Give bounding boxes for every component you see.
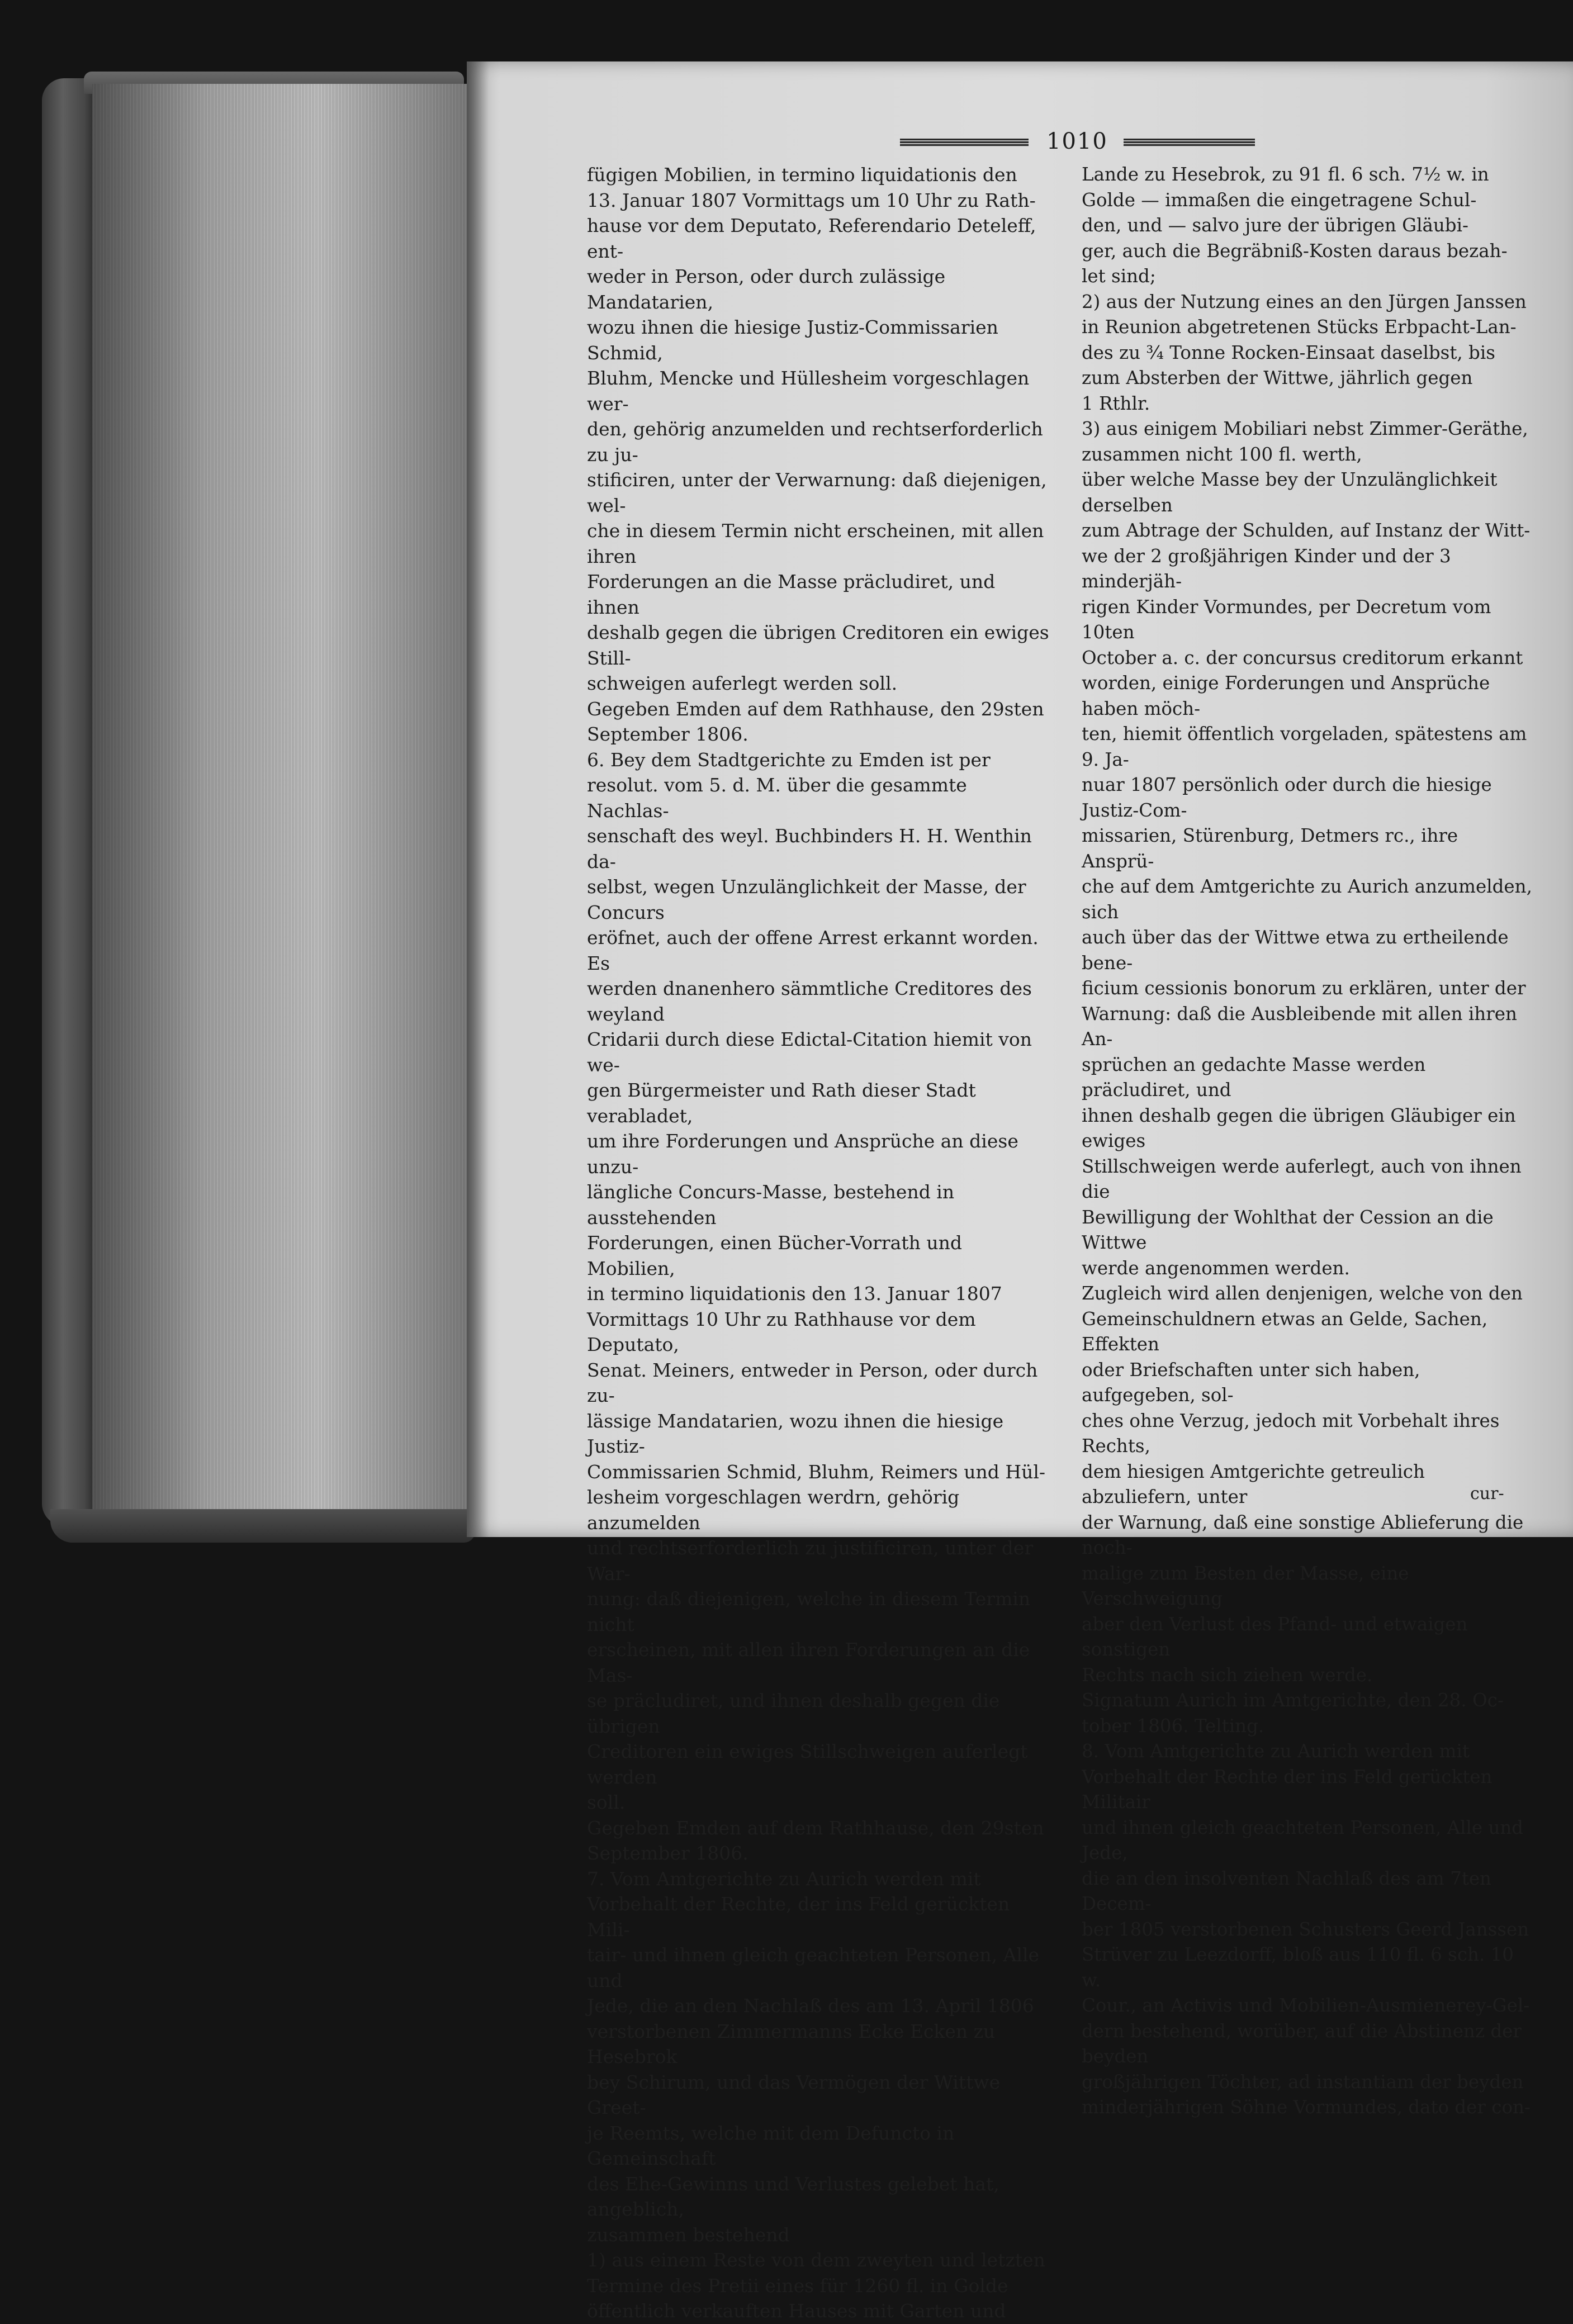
text-column-left <box>587 162 1051 2324</box>
gutter-shadow <box>467 61 489 1537</box>
book-spine <box>42 78 95 1526</box>
page-header <box>900 129 1258 155</box>
page-number: 1010 <box>1046 129 1108 154</box>
header-rule-left <box>900 139 1029 146</box>
text-column-right <box>1082 162 1534 2121</box>
header-rule-right <box>1124 139 1255 146</box>
catchword: cur- <box>1470 1484 1504 1504</box>
column-text: fügigen Mobilien, in termino liquidationis den 13. Januar 1807 Vormittags um 10 Uhr zu Rath- hause vor dem Deputato, Referendario Deteleff, ent- weder in Person, oder durch zulässige Mandatarien, wozu ihnen die hiesige Justiz-Commissarien Schmid, Bluhm, Mencke und Hüllesheim vorgeschlagen wer- den, gehörig anzumelden und rechtserforderlich zu ju- stificiren, unter der Verwarnung: daß diejenigen, wel- che in diesem Termin nicht erscheinen, mit allen ihren Forderungen an die Masse präcludiret, und ihnen deshalb gegen die übrigen Creditoren ein ewiges Still- schweigen auferlegt werden soll. Gegeben Emden auf dem Rathhause, den 29sten September 1806. 6. Bey dem Stadtgerichte zu Emden ist per resolut. vom 5. d. M. über die gesammte Nachlas- senschaft des weyl. Buchbinders H. H. Wenthin da- selbst, wegen Unzulänglichkeit der Masse, der Concurs eröfnet, auch der offene Arrest erkannt worden. Es werden dnanenhero sämmtliche Creditores des weyland Cridarii durch diese Edictal-Citation hiemit von we- gen Bürgermeister und Rath dieser Stadt verabladet, um ihre Forderungen und Ansprüche an diese unzu- längliche Concurs-Masse, bestehend in ausstehenden Forderungen, einen Bücher-Vorrath und Mobilien, in termino liquidationis den 13. Januar 1807 Vormittags 10 Uhr zu Rathhause vor dem Deputato, Senat. Meiners, entweder in Person, oder durch zu- lässige Mandatarien, wozu ihnen die hiesige Justiz- Commissarien Schmid, Bluhm, Reimers und Hül- lesheim vorgeschlagen werdrn, gehörig anzumelden und rechtserforderlich zu justificiren, unter der War- nung: daß diejenigen, welche in diesem Termin nicht erscheinen, mit allen ihren Forderungen an die Mas- se präcludiret, und ihnen deshalb gegen die übrigen Creditoren ein ewiges Stillschweigen auferlegt werden soll. Gegeben Emden auf dem Rathhause, den 29sten September 1806. 7. Vom Amtgerichte zu Aurich werden mit Vorbehalt der Rechte, der ins Feld gerückten Mili- tair- und ihnen gleich geachteten Personen, Alle und Jede, die an den Nachlaß des am 13. April 1806 verstorbenen Zimmermanns Ecke Ecken zu Hesebrok bey Schirum, und das Vermögen der Wittwe Greet- je Reemts, welche mit dem Defuncto in Gemeinschaft des Ehe-Gewinns und Verlustes gelebet hat, angeblich, zusammen bestehend 1) aus einem Reste von dem zweyten und letzten Termine des Pretii eines für 1260 fl. in Golde öffentlich verkauften Hauses mit Garten und <box>587 164 1049 2322</box>
page-edges <box>92 84 473 1515</box>
column-text: Lande zu Hesebrok, zu 91 fl. 6 sch. 7½ w. in Golde — immaßen die eingetragene Schul- den, und — salvo jure der übrigen Gläubi- ger, auch die Begräbniß-Kosten daraus bezah- let sind; 2) aus der Nutzung eines an den Jürgen Janssen in Reunion abgetretenen Stücks Erbpacht-Lan- des zu ¾ Tonne Rocken-Einsaat daselbst, bis zum Absterben der Wittwe, jährlich gegen 1 Rthlr. 3) aus einigem Mobiliari nebst Zimmer-Geräthe, zusammen nicht 100 fl. werth, über welche Masse bey der Unzulänglichkeit derselben zum Abtrage der Schulden, auf Instanz der Witt- we der 2 großjährigen Kinder und der 3 minderjäh- rigen Kinder Vormundes, per Decretum vom 10ten October a. c. der concursus creditorum erkannt worden, einige Forderungen und Ansprüche haben möch- ten, hiemit öffentlich vorgeladen, spätestens am 9. Ja- nuar 1807 persönlich oder durch die hiesige Justiz-Com- missarien, Stürenburg, Detmers rc., ihre Ansprü- che auf dem Amtgerichte zu Aurich anzumelden, sich auch über das der Wittwe etwa zu ertheilende bene- ficium cessionis bonorum zu erklären, unter der Warnung: daß die Ausbleibende mit allen ihren An- sprüchen an gedachte Masse werden präcludiret, und ihnen deshalb gegen die übrigen Gläubiger ein ewiges Stillschweigen werde auferlegt, auch von ihnen die Bewilligung der Wohlthat der Cession an die Wittwe werde angenommen werden. Zugleich wird allen denjenigen, welche von den Gemeinschuldnern etwas an Gelde, Sachen, Effekten oder Briefschaften unter sich haben, aufgegeben, sol- ches ohne Verzug, jedoch mit Vorbehalt ihres Rechts, dem hiesigen Amtgerichte getreulich abzuliefern, unter der Warnung, daß eine sonstige Ablieferung die noch- malige zum Besten der Masse, eine Verschweigung aber den Verlust des Pfand- und etwaigen sonstigen Rechts nach sich ziehen werde. Signatum Aurich im Amtgerichte, den 28. Oc- tober 1806. Telting. 8. Vom Amtgerichte zu Aurich werden mit Vorbehalt der Rechte der ins Feld gerückten Militair und ihnen gleich geachteten Personen, Alle und Jede, die an den insolventen Nachlaß des am 7ten Decem- ber 1805 verstorbenen Schusters Geerd Janssen Strüver zu Leezdorff, bloß aus 110 fl. 6 sch. 10 w. Cour., an Activis und Mobilien-Ausmienerey-Gel- dern bestehend, worüber, auf die Abstinenz der beyden großjährigen Töchter, ad instantiam der beyden minderjährigen Söhne Vormundes, dato der con- <box>1082 164 1532 2118</box>
book-cover-bottom <box>50 1509 475 1543</box>
